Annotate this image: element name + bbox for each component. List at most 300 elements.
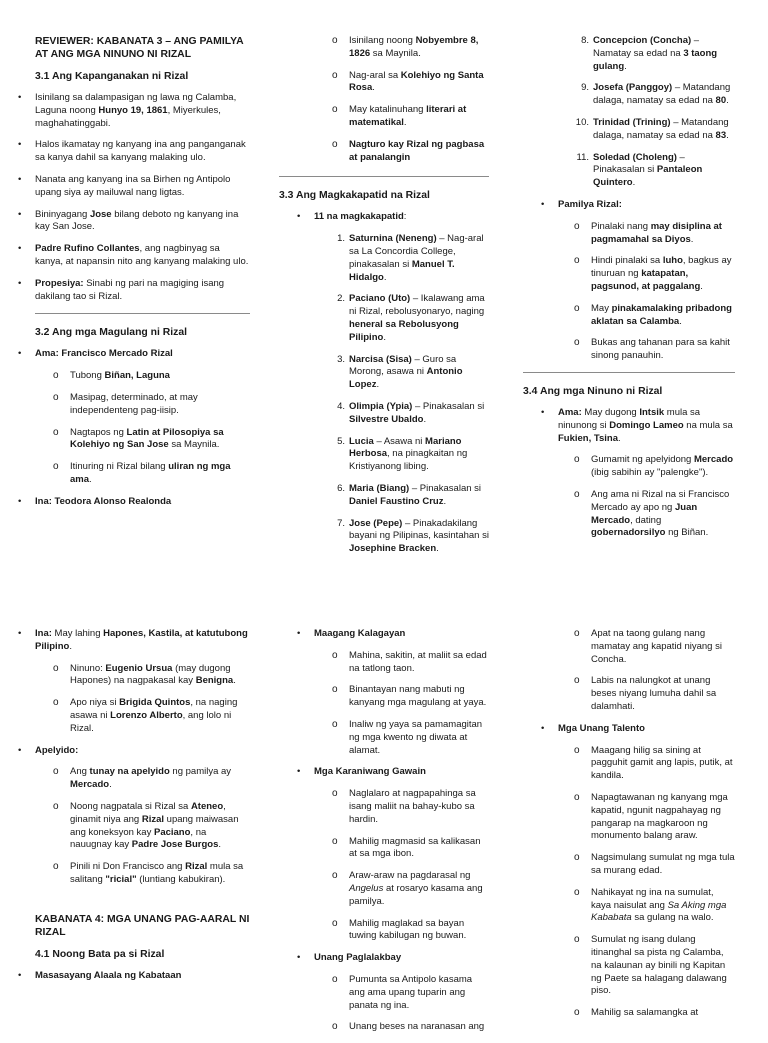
sibling-number: 7. (337, 517, 345, 529)
bold-text-run: Mariano Herbosa (349, 435, 462, 460)
text-run: , bagkus ay tinuruan ng (591, 255, 732, 280)
sibling-text (593, 35, 717, 72)
bold-text-run: Mercado (70, 779, 110, 791)
list-item-text (35, 209, 238, 233)
sibling-item (523, 82, 735, 108)
list-item (279, 788, 489, 826)
list-item-text (35, 278, 224, 302)
gawain-details-list (279, 788, 489, 943)
circle-marker: o (574, 255, 580, 267)
list-item (279, 684, 489, 710)
text-run: Bininyagang (35, 208, 90, 220)
list-item-text (70, 663, 236, 687)
circle-marker: o (332, 788, 338, 800)
list-item (305, 104, 489, 130)
list-item (0, 243, 250, 269)
list-item (521, 221, 735, 247)
list-item-text (70, 766, 231, 790)
text-run: Maagang hilig sa sining at pagguhit gamit ang lapis, putik, at kandila. (591, 744, 733, 782)
circle-marker: o (53, 426, 59, 438)
paglalakbay-item (279, 952, 489, 965)
bold-text-run: 80 (715, 95, 727, 107)
list-item (0, 801, 250, 852)
circle-marker: o (332, 138, 338, 150)
text-run: . (218, 839, 222, 851)
ama-item (0, 348, 250, 361)
text-run: Sumulat ng isang dulang itinanghal sa pista ng Calamba, na kalaunan ay binili ng Kapitan ng Paete sa halagang dalawang piso. (591, 934, 727, 997)
sibling-item (523, 117, 735, 143)
section-divider (279, 176, 489, 177)
text-run: Pinili ni Don Francisco ang (70, 861, 186, 873)
text-run: Isinilang noong (349, 35, 416, 46)
gawain-label: Mga Karaniwang Gawain (314, 766, 426, 778)
circle-marker: o (53, 861, 59, 873)
text-run: Ninuno: (70, 662, 106, 674)
text-run: Nagtapos ng (70, 426, 127, 438)
list-item-text (591, 1007, 698, 1018)
bold-text-run: Lorenzo Alberto (110, 709, 183, 721)
apelyido-item (0, 745, 250, 758)
bold-text-run: may disiplina at pagmamahal sa Diyos (591, 220, 722, 245)
list-item (521, 489, 735, 540)
text-run: , na naging asawa ni (70, 697, 238, 721)
bottom-column-1 (18, 628, 250, 992)
bullet-marker: • (297, 211, 301, 223)
circle-marker: o (53, 461, 59, 473)
sibling-item (279, 518, 489, 556)
text-run: Apo niya si (70, 697, 120, 709)
list-item-text (35, 139, 246, 163)
text-run: . (423, 413, 427, 425)
bold-text-run: Jose (Pepe) (349, 517, 403, 529)
circle-marker: o (574, 628, 580, 639)
gawain-item (279, 766, 489, 779)
pamilya-details-list (521, 221, 735, 363)
text-run: Mahilig sa salamangka at (591, 1007, 699, 1019)
sibling-text (593, 152, 702, 189)
text-run: . (690, 233, 694, 245)
list-item (0, 92, 250, 130)
section-3-1-heading: 3.1 Ang Kapanganakan ni Rizal (35, 71, 189, 82)
bold-text-run: Ateneo (190, 800, 224, 812)
bold-text-run: "ricial" (105, 873, 137, 885)
text-run: Nagsimulang sumulat ng mga tula sa murang edad. (591, 852, 735, 876)
text-run: Noong nagpatala si Rizal sa (70, 800, 191, 812)
italic-text-run: Sa Aking mga Kababata (591, 899, 727, 924)
text-run: Unang beses na naranasan ang (349, 1021, 485, 1033)
ama-label: Ama: Francisco Mercado Rizal (35, 348, 173, 360)
sibling-number: 4. (337, 400, 345, 412)
bold-text-run: Soledad (Choleng) (593, 151, 677, 163)
text-run: upang maiwasan ang koneksyon kay (70, 813, 239, 838)
text-run: Nanata ang kanyang ina sa Birhen ng Antipolo upang siya ay mailuwal nang ligtas. (35, 173, 231, 198)
text-run: Pumunta sa Antipolo kasama ang ama upang tuparin ang panata ng ina. (349, 973, 473, 1011)
text-run: . (618, 432, 621, 444)
bold-text-run: tunay na apelyido (89, 766, 170, 778)
text-run: (ibig sabihin ay "palengke"). (591, 467, 709, 479)
pamilya-item (523, 199, 735, 212)
list-item (521, 1007, 735, 1020)
text-run: Itinuring ni Rizal bilang (70, 461, 169, 473)
list-item-text (591, 792, 728, 841)
list-item-text (70, 461, 231, 485)
text-run: . (233, 675, 236, 687)
bold-text-run: Mercado (693, 454, 734, 466)
list-item (523, 407, 735, 445)
text-run: . (624, 60, 627, 72)
paglalakbay-details-list (279, 974, 489, 1034)
bold-text-run: Trinidad (Trining) (593, 116, 671, 128)
parents-list-ina (0, 496, 250, 509)
sibling-item (279, 354, 489, 392)
circle-marker: o (332, 917, 338, 929)
sibling-number: 9. (581, 82, 589, 94)
bold-text-run: Silvestre Ubaldo (349, 413, 424, 425)
list-item-text (591, 852, 735, 876)
list-item (521, 745, 735, 783)
list-item (0, 663, 250, 689)
bold-text-run: Pantaleon Quintero (593, 164, 703, 189)
list-item-text (349, 974, 472, 1011)
bold-text-run: Jose (89, 208, 112, 220)
siblings-count-item (279, 211, 489, 224)
bottom-column-2 (279, 628, 489, 1043)
text-run: Apat na taong gulang nang mamatay ang kapatid niyang si Concha. (591, 628, 722, 665)
list-item (521, 792, 735, 843)
talento-item (523, 723, 735, 736)
text-run: ng Biñan. (665, 527, 709, 539)
text-run: Pinalaki nang (591, 220, 651, 232)
circle-marker: o (332, 718, 338, 730)
bottom-column-3 (523, 628, 735, 1029)
circle-marker: o (574, 220, 580, 232)
sibling-item (279, 233, 489, 284)
bold-text-run: Hapones, Kastila, at katutubong Pilipino (35, 628, 248, 652)
text-run: . (403, 116, 407, 128)
text-run: at rosaryo kasama ang pamilya. (349, 882, 483, 907)
list-item-text (349, 684, 486, 708)
list-item (521, 454, 735, 480)
text-run: Mahina, sakitin, at maliit sa edad na tatlong taon. (349, 649, 487, 674)
sibling-text (349, 233, 484, 282)
list-item (279, 719, 489, 757)
talento-label: Mga Unang Talento (558, 722, 645, 734)
bold-text-run: Concepcion (Concha) (593, 35, 692, 46)
text-run: Mahilig magmasid sa kalikasan at sa mga ibon. (349, 835, 481, 860)
concha-details-list (521, 628, 735, 714)
masayang-label: Masasayang Alaala ng Kabataan (35, 969, 182, 981)
text-run: sa Maynila. (370, 47, 421, 59)
ama-details-list (0, 370, 250, 487)
sibling-item (279, 293, 489, 344)
list-item (279, 918, 489, 944)
list-item-text (35, 92, 236, 129)
talento-details-list (521, 745, 735, 1020)
siblings-label: 11 na magkakapatid (314, 211, 404, 223)
list-item-text (591, 745, 733, 782)
bold-text-run: Olimpia (Ypia) (349, 400, 413, 412)
sibling-number: 3. (337, 353, 345, 365)
list-item (0, 628, 250, 654)
bold-text-run: Lucia (349, 435, 374, 447)
list-item-text (591, 303, 732, 327)
sibling-item (279, 401, 489, 427)
text-run: , ang nagbinyag sa kanya, at napansin nito ang kanyang malaking ulo. (35, 243, 249, 267)
text-run: sa Maynila. (168, 439, 220, 451)
text-run: Inaliw ng yaya sa pamamagitan ng mga kwento ng diwata at alamat. (349, 718, 483, 756)
ina-item (0, 496, 250, 509)
bold-text-run: gobernadorsilyo (591, 527, 666, 539)
text-run: (may dugong Hapones) na nagpakasal kay (70, 662, 231, 687)
circle-marker: o (332, 649, 338, 661)
ina-label: Ina: Teodora Alonso Realonda (35, 495, 172, 507)
list-item (521, 303, 735, 329)
text-run: . (372, 82, 375, 94)
list-item-text (591, 887, 726, 924)
text-run: . (89, 473, 92, 485)
alaala-list (0, 970, 250, 983)
text-run: Naglalaro at nagpapahinga sa isang maliit na bahay-kubo sa hardin. (349, 788, 476, 825)
list-item-text (70, 370, 170, 381)
circle-marker: o (332, 973, 338, 985)
bold-text-run: Rizal (141, 813, 165, 825)
bold-text-run: Fukien, Tsina (558, 432, 619, 444)
text-run: Binantayan nang mabuti ng kanyang mga magulang at yaya. (349, 684, 487, 709)
text-run: Nahikayat ng ina na sumulat, kaya naisulat ang (591, 886, 714, 911)
circle-marker: o (574, 675, 580, 687)
text-run: – Nag-aral sa La Concordia College, pinakasalan si (349, 233, 484, 270)
bold-text-run: Rizal (185, 861, 208, 873)
sibling-text (349, 436, 467, 473)
text-run: – Ikalawang ama ni Rizal, rebolusyonaryo, naging (349, 293, 485, 318)
bullet-marker: • (18, 243, 22, 255)
bold-text-run: Nagturo kay Rizal ng pagbasa at panalangin (349, 138, 485, 163)
bold-text-run: Latin at Pilosopiya sa Kolehiyo ng San Jose (70, 426, 224, 451)
text-run: Araw-araw na pagdarasal ng (349, 870, 471, 882)
text-run: Bukas ang tahanan para sa kahit sinong panauhin. (591, 337, 730, 362)
italic-text-run: Angelus (349, 882, 384, 894)
bullet-marker: • (297, 952, 301, 964)
section-3-3-heading: 3.3 Ang Magkakapatid na Rizal (279, 190, 430, 202)
text-run: Masipag, determinado, at may independenteng pag-iisip. (70, 391, 198, 416)
list-item (521, 852, 735, 878)
ina-ninuno-details-list (0, 663, 250, 736)
list-item-text (591, 454, 733, 478)
list-item-text (349, 139, 484, 163)
circle-marker: o (574, 934, 580, 946)
circle-marker: o (574, 1007, 580, 1019)
text-run: . (383, 271, 387, 283)
section-4-1-heading: 4.1 Noong Bata pa si Rizal (35, 948, 165, 960)
paglalakbay-label: Unang Paglalakbay (314, 952, 402, 964)
pamilya-label: Pamilya Rizal: (558, 198, 622, 210)
document-title: REVIEWER: KABANATA 3 – ANG PAMILYA AT ANG MGA NINUNO NI RIZAL (35, 36, 244, 60)
list-item-text (349, 1021, 484, 1032)
bullet-marker: • (297, 628, 301, 639)
circle-marker: o (332, 35, 338, 46)
apelyido-list (0, 745, 250, 758)
circle-marker: o (53, 697, 59, 709)
text-run: . (726, 129, 729, 141)
sibling-item (279, 483, 489, 509)
text-run: sa gulang na walo. (631, 912, 714, 924)
bold-text-run: uliran ng mga ama (70, 461, 231, 485)
list-item (0, 427, 250, 453)
list-item-text (349, 918, 466, 942)
text-run: May katalinuhang (349, 104, 427, 116)
bold-text-run: Eugenio Ursua (105, 662, 173, 674)
bold-text-run: Domingo Lameo (609, 419, 684, 431)
circle-marker: o (574, 791, 580, 803)
list-item (0, 174, 250, 200)
list-item-text (349, 836, 480, 860)
gawain-list (279, 766, 489, 779)
circle-marker: o (53, 800, 59, 812)
ina-details-list (305, 35, 489, 164)
text-run: Ang (70, 766, 90, 778)
text-run: . (726, 95, 729, 107)
list-item-text (349, 719, 482, 756)
list-item (279, 650, 489, 676)
list-item-text (591, 337, 730, 361)
sibling-number: 8. (581, 35, 589, 46)
bullet-marker: • (297, 766, 301, 778)
top-column-2 (279, 35, 489, 565)
sibling-item (523, 35, 735, 73)
text-run: , na nauugnay kay (70, 826, 207, 851)
bold-text-run: Juan Mercado (591, 501, 698, 526)
text-run: – Matandang dalaga, namatay sa edad na (593, 116, 729, 141)
bold-text-run: luho (662, 255, 683, 267)
bullet-marker: • (18, 628, 22, 639)
kalagayan-item (279, 628, 489, 641)
text-run: (luntiang kabukiran). (136, 873, 226, 885)
circle-marker: o (332, 104, 338, 116)
top-column-3 (523, 35, 735, 549)
list-item (305, 70, 489, 96)
list-item-text (591, 489, 729, 538)
text-run: May (591, 302, 612, 314)
circle-marker: o (332, 1021, 338, 1033)
list-item-text (349, 104, 466, 128)
apelyido-label: Apelyido: (35, 744, 79, 756)
bold-text-run: Antonio Lopez (349, 366, 463, 391)
text-run: Gumamit ng apelyidong (591, 454, 694, 466)
list-item (0, 766, 250, 792)
list-item (521, 628, 735, 666)
bold-text-run: Kolehiyo ng Santa Rosa (349, 69, 484, 94)
text-run: May lahing (51, 628, 104, 639)
bullet-marker: • (18, 139, 22, 151)
list-item (305, 35, 489, 61)
bold-text-run: Ina: (35, 628, 52, 639)
bold-text-run: Josefa (Panggoy) (593, 82, 673, 94)
list-item (0, 697, 250, 735)
bold-text-run: 83 (715, 129, 727, 141)
text-run: . (700, 280, 703, 292)
siblings-count-list (279, 211, 489, 224)
text-run: Labis na nalungkot at unang beses niyang lumuha dahil sa dalamhati. (591, 675, 717, 712)
sibling-number: 11. (576, 151, 589, 163)
circle-marker: o (574, 886, 580, 898)
text-run: – Pinakadakilang bayani ng Pilipinas, kasintahan si (349, 517, 489, 542)
text-run: Isinilang sa dalampasigan ng lawa ng Calamba, Laguna noong (35, 92, 237, 116)
bold-text-run: Daniel Faustino Cruz (349, 495, 444, 507)
list-item (521, 887, 735, 925)
list-item-text (591, 934, 727, 996)
bullet-marker: • (18, 744, 22, 756)
list-item-text (349, 70, 484, 94)
text-run: Mahilig maglakad sa bayan tuwing kabilugan ng buwan. (349, 917, 467, 942)
bullet-marker: • (541, 406, 545, 418)
bold-text-run: Benigna (195, 675, 234, 687)
list-item-text (70, 861, 243, 885)
list-item-text (349, 788, 476, 825)
list-item-text (591, 221, 722, 245)
list-item (0, 370, 250, 383)
text-run: bilang deboto ng kanyang ina kay San Jose. (35, 208, 239, 233)
list-item (279, 836, 489, 862)
bullet-marker: • (541, 722, 545, 734)
siblings-list-1-7 (279, 233, 489, 556)
list-item-text (591, 628, 722, 665)
list-item (0, 392, 250, 418)
list-item (521, 337, 735, 363)
circle-marker: o (332, 870, 338, 882)
text-run: , ang lolo ni Rizal. (70, 709, 232, 734)
text-run: . (109, 779, 112, 791)
list-item (279, 974, 489, 1012)
text-run: Hindi pinalaki sa (591, 255, 663, 267)
bold-text-run: Josephine Bracken (349, 543, 437, 555)
text-run: . (376, 379, 380, 391)
alaala-item (0, 970, 250, 983)
bullet-marker: • (18, 92, 22, 103)
text-run: ng pamilya ay (169, 766, 232, 778)
talento-list (523, 723, 735, 736)
text-run: – Pinakasalan si (593, 151, 685, 176)
list-item-text (591, 675, 716, 712)
text-run: . (443, 495, 447, 507)
bold-text-run: katapatan, pagsunod, at paggalang (591, 268, 701, 292)
circle-marker: o (574, 744, 580, 756)
bold-text-run: Saturnina (Neneng) (349, 233, 437, 245)
list-item-text (591, 255, 731, 292)
list-item-text (70, 427, 224, 451)
bold-text-run: Padre Rufino Collantes (35, 243, 140, 255)
text-run: . (383, 331, 386, 343)
text-run: Sinabi ng pari na magiging isang dakilang tao si Rizal. (35, 277, 225, 302)
bold-text-run: Brigida Quintos (119, 697, 191, 709)
section-divider (35, 313, 250, 314)
text-run: , Miyerkules, maghahatinggabi. (35, 104, 221, 129)
list-item-text (35, 243, 248, 267)
text-run: . (69, 640, 72, 652)
siblings-list-8-11 (523, 35, 735, 190)
bold-text-run: Padre Jose Burgos (131, 839, 219, 851)
paglalakbay-list (279, 952, 489, 965)
kalagayan-label: Maagang Kalagayan (314, 628, 406, 639)
list-item-text (349, 35, 478, 59)
bold-text-run: literari at matematikal (349, 104, 467, 128)
section-3-2-heading: 3.2 Ang mga Magulang ni Rizal (35, 327, 188, 339)
list-item (521, 255, 735, 293)
sibling-number: 10. (575, 116, 589, 128)
circle-marker: o (332, 835, 338, 847)
text-run: – Namatay sa edad na (593, 35, 700, 59)
list-item-text (70, 697, 237, 734)
list-item (279, 1021, 489, 1034)
